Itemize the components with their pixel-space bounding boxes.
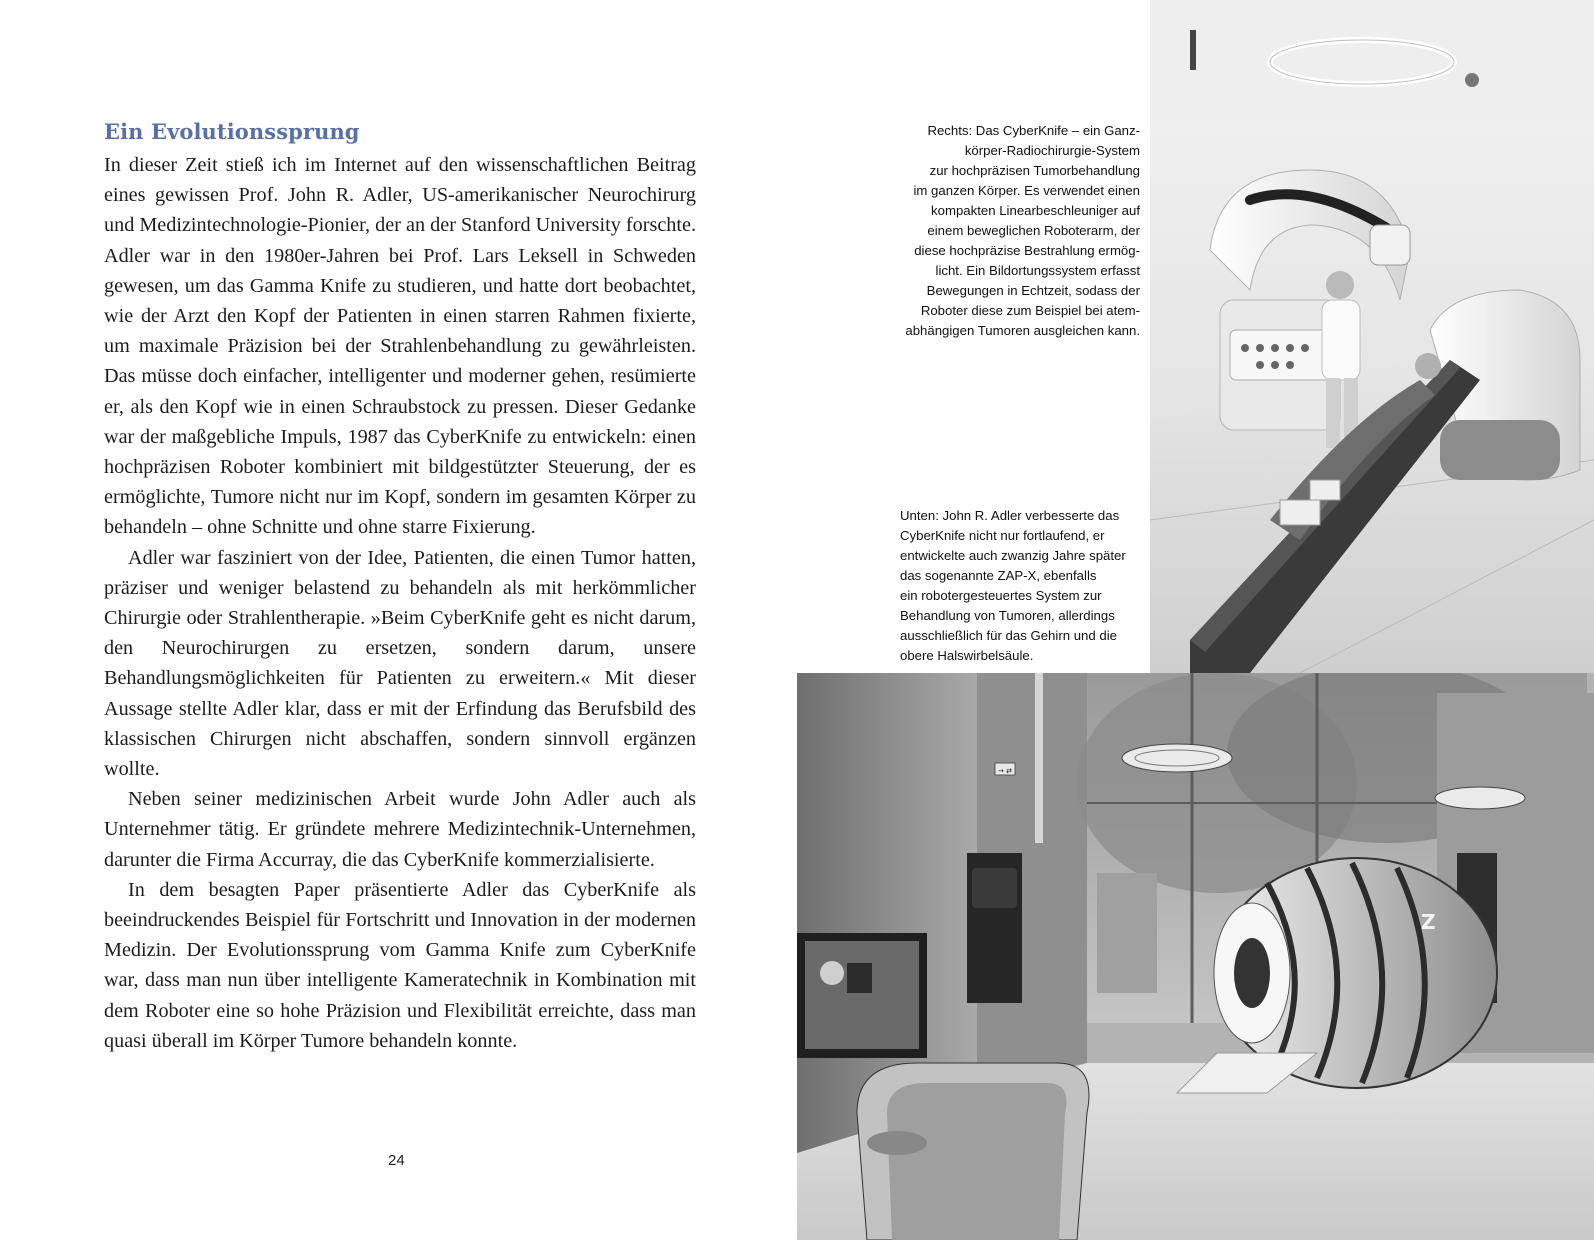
caption-line: Bewegungen in Echtzeit, sodass der xyxy=(926,283,1140,298)
paragraph-4: In dem besagten Paper präsentierte Adler das CyberKnife als beeindruckendes Beispiel für Fortschritt und Innovation in der modernen Medizin. Der Evolutionssprung vom Gamma Knife zum CyberKnife war, dass man nun über intelligente Kameratechnik in Kombination mit dem Roboter eine so hohe Präzision und Flexibilität erreichte, dass man quasi überall im Körper Tumore behandeln konnte. xyxy=(104,878,696,1052)
caption-line: Roboter diese zum Beispiel bei atem- xyxy=(920,303,1140,318)
caption-line: Behandlung von Tumoren, allerdings xyxy=(900,608,1115,623)
caption-line: ein robotergesteuertes System zur xyxy=(900,588,1102,603)
caption-line: das sogenannte ZAP-X, ebenfalls xyxy=(900,568,1097,583)
caption-line: zur hochpräzisen Tumorbehandlung xyxy=(929,163,1140,178)
paragraph-1: In dieser Zeit stieß ich im Internet auf den wissenschaftlichen Beitrag eines gewissen Prof. John R. Adler, US-amerikanischer Neurochirurg und Medizintechnologie-Pionier, der an der Stanford University forschte. Adler war in den 1980er-Jahren bei Prof. Lars Leksell in Schweden gewesen, um das Gamma Knife zu studieren, und hatte dort beobachtet, wie der Arzt den Kopf der Patienten in einen starren Rahmen fixierte, um maximale Präzision bei der Strahlenbehandlung zu gewährleisten. Das müsse doch einfacher, intelligenter und moderner gehen, resümierte er, als den Kopf wie in einen Schraubstock zu pressen. Dieser Gedanke war der maßgebliche Impuls, 1987 das CyberKnife zu entwickeln: einen hochpräzisen Roboter kombiniert mit bildgestützter Steuerung, der es ermöglichte, Tumore nicht nur im Kopf, sondern im gesamten Körper zu behandeln – ohne Schnitte und ohne starre Fixierung. xyxy=(104,154,696,539)
exit-sign: → ⇄ xyxy=(998,767,1012,775)
caption-line: einem beweglichen Roboterarm, der xyxy=(927,223,1140,238)
paragraph-3: Neben seiner medizinischen Arbeit wurde John Adler auch als Unternehmer tätig. Er gründete mehrere Medizintechnik-Unternehmen, darunter die Firma Accurray, die das CyberKnife kommerzialisierte. xyxy=(104,788,696,871)
caption-bottom xyxy=(900,506,1145,666)
caption-line: abhängigen Tumoren ausgleichen kann. xyxy=(905,323,1140,338)
caption-line: körper-Radiochirurgie-System xyxy=(964,143,1140,158)
caption-line: diese hochpräzise Bestrahlung ermög- xyxy=(914,243,1140,258)
caption-line: CyberKnife nicht nur fortlaufend, er xyxy=(900,528,1105,543)
cyberknife-illustration xyxy=(1150,0,1594,673)
body-text xyxy=(104,150,696,1056)
machine-mark: Z xyxy=(1421,910,1436,934)
caption-line: kompakten Linearbeschleuniger auf xyxy=(931,203,1140,218)
caption-line: im ganzen Körper. Es verwendet einen xyxy=(913,183,1140,198)
caption-line: Rechts: Das CyberKnife – ein Ganz- xyxy=(927,123,1140,138)
zapx-illustration xyxy=(797,673,1594,1240)
caption-line: licht. Ein Bildortungssystem erfasst xyxy=(935,263,1140,278)
section-heading: Ein Evolutionssprung xyxy=(104,119,360,144)
caption-line: obere Halswirbelsäule. xyxy=(900,648,1034,663)
cyberknife-photo xyxy=(1150,0,1594,673)
caption-line: entwickelte auch zwanzig Jahre später xyxy=(900,548,1126,563)
paragraph-2: Adler war fasziniert von der Idee, Patienten, die einen Tumor hatten, präziser und weniger belastend zu behandeln als mit herkömmlicher Chirurgie oder Strahlentherapie. »Beim CyberKnife geht es nicht darum, den Neurochirurgen zu ersetzen, sondern darum, unsere Behandlungsmöglichkeiten für Patienten zu erweitern.« Mit dieser Aussage stellte Adler klar, dass er mit der Erfindung das Berufsbild des klassischen Chirurgen nicht abschaffen, sondern sinnvoll ergänzen wollte. xyxy=(104,546,696,781)
page-number: 24 xyxy=(388,1152,405,1169)
caption-right xyxy=(884,121,1140,341)
caption-line: ausschließlich für das Gehirn und die xyxy=(900,628,1117,643)
caption-line: Unten: John R. Adler verbesserte das xyxy=(900,508,1120,523)
zapx-photo xyxy=(797,673,1594,1240)
